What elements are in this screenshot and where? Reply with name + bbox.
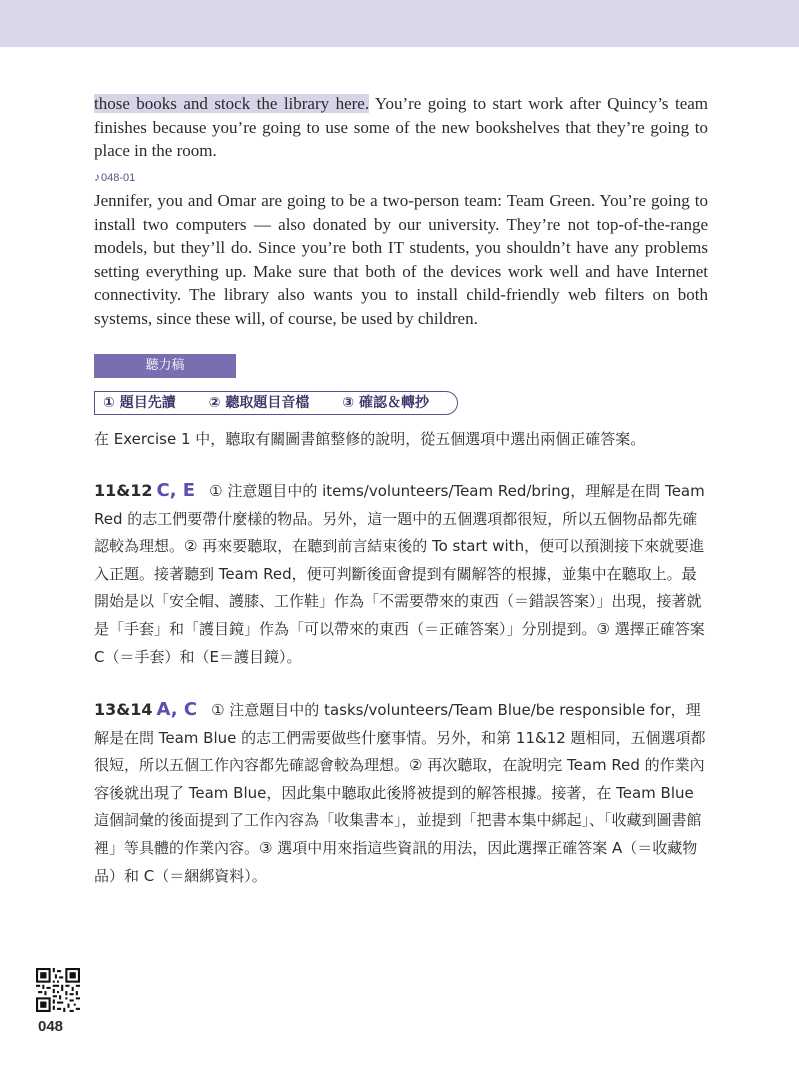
question-number: 13&14: [94, 700, 153, 719]
audio-track-reference[interactable]: [94, 170, 135, 184]
music-note-icon: ♪: [94, 170, 100, 184]
paragraph-text: Jennifer, you and Omar are going to be a two-person team: Team Green. You’re going to install two computers — also donated by our university. They’re not top-of-the-range models, but they’ll do. Since you’re both IT students, you shouldn’t have any problems setting everything up. Make sure that both of the devices work well and have Internet connectivity. The library also wants you to install child-friendly web filters on both systems, since these will, of course, be used by children.: [94, 191, 708, 328]
page-number: 048: [38, 1018, 64, 1035]
highlighted-sentence: those books and stock the library here.: [94, 94, 370, 113]
answer-block-11-12: [94, 477, 708, 671]
question-number: 11&12: [94, 481, 153, 500]
passage-paragraph-2: [94, 189, 708, 331]
step-2: ② 聽取題目音檔: [208, 395, 310, 411]
paragraph-text: You’re going to start work after Quincy’s team finishes because you’re going to use some of the new bookshelves that they’re going to place in the room.: [94, 94, 709, 161]
steps-banner: [94, 391, 458, 415]
explanation-text: ① 注意題目中的 tasks/volunteers/Team Blue/be responsible for，理解是在問 Team Blue 的志工們需要做些什麼事情。另外，和第 11&12 題相同，五個選項都很短，所以五個工作內容都先確認會較為理想。② 再次聽取，在說明完 Team Red 的作業內容後就出現了 Team Blue，因此集中聽取此後將被提到的解答根據。接著，在 Team Blue 這個詞彙的後面提到了工作內容為「收集書本」，並提到「把書本集中綁起」、「收藏到圖書館裡」等具體的作業內容。③ 選項中用來指這些資訊的用法，因此選擇正確答案 A（＝收藏物品）和 C（＝綑綁資料）。: [94, 701, 706, 885]
step-3: ③ 確認＆轉抄: [342, 395, 429, 411]
intro-text: 在 Exercise 1 中，聽取有關圖書館整修的說明，從五個選項中選出兩個正確答案。: [94, 430, 646, 448]
answer-letters: C, E: [156, 480, 196, 501]
explanation-text: ① 注意題目中的 items/volunteers/Team Red/bring，理解是在問 Team Red 的志工們要帶什麼樣的物品。另外，這一題中的五個選項都很短，所以五個物品都先確認較為理想。② 再來要聽取，在聽到前言結束後的 To start with，便可以預測接下來就要進入正題。接著聽到 Team Red，便可判斷後面會提到有關解答的根據，並集中在聽取上。最開始是以「安全帽、護膝、工作鞋」作為「不需要帶來的東西（＝錯誤答案）」出現，接著就是「手套」和「護目鏡」作為「可以帶來的東西（＝正確答案）」分別提到。③ 選擇正確答案 C（＝手套）和（E＝護目鏡）。: [94, 482, 705, 666]
answer-letters: A, C: [156, 699, 198, 720]
audio-track-label: 048-01: [101, 172, 136, 184]
exercise-intro: [94, 426, 708, 454]
qr-code-icon[interactable]: [36, 968, 80, 1012]
step-1: ① 題目先讀: [103, 395, 176, 411]
script-section-tag: 聽力稿: [94, 354, 236, 378]
passage-paragraph-1: [94, 92, 708, 163]
top-band: [0, 0, 799, 47]
answer-block-13-14: [94, 696, 708, 890]
